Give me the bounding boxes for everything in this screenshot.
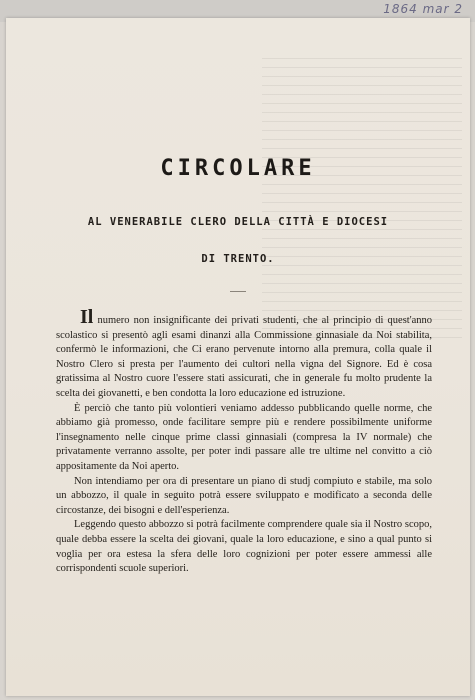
paragraph-2: È perciò che tanto più volontieri veniamo addesso pubblicando quelle norme, che abbiamo già promesso, onde facilitare sempre più e rendere possibilmente uniforme l'insegnamento nelle cinque prime classi ginnasiali (compresa la IV normale) che privatamente verranno assolte, per poter indi passare alle tre ultime nel convitto a ciò appositamente da Noi aperto. (56, 402, 432, 472)
paragraph-1 (56, 306, 433, 402)
document-title: CIRCOLARE (160, 156, 316, 181)
paragraph-1-text: numero non insignificante dei privati studenti, che al principio di quest'anno scolastico si presentò agli esami dinanzi alla Commissione ginnasiale da Noi stabilita, confermò le informazioni, che Ci erano pervenute intorno alla premura, colla quale il Nostro Clero si presta per l'aumento dei cultori nella vigna del Signore. Ed è cosa gratissima al Nostro cuore l'essere stati assicurati, che in generale fu molto prudente la scelta dei giovanetti, e ben condotta la loro educazione ed istruzione. (56, 315, 433, 399)
paragraph-3: Non intendiamo per ora di presentare un piano di studj compiuto e stabile, ma solo un abbozzo, il quale in seguito potrà essere sviluppato e modificato a seconda delle circostanze, dei bisogni e dell'esperienza. (56, 475, 432, 516)
paper-sheet (6, 18, 470, 696)
document-place: DI TRENTO. (201, 253, 275, 265)
drop-cap: Il (80, 306, 94, 328)
separator-rule (230, 291, 246, 292)
handwritten-annotation: 1864 mar 2 (383, 2, 463, 16)
document-subtitle: AL VENERABILE CLERO DELLA CITTÀ E DIOCESI (87, 216, 389, 228)
body-text (56, 306, 433, 577)
show-through-texture (262, 58, 462, 338)
paragraph-4: Leggendo questo abbozzo si potrà facilmente comprendere quale sia il Nostro scopo, quale debba essere la scelta dei giovani, quale la loro educazione, e sino a qual punto si voglia per ora estesa la sfera delle loro cognizioni per poter essere ammessi alle corrispondenti scuole superiori. (56, 519, 432, 575)
